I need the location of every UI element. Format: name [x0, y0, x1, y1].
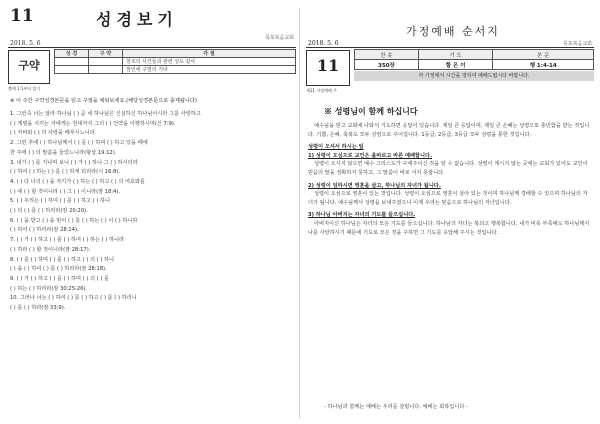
hymn-value: 350장: [355, 60, 419, 70]
question-line: ( ) 계명을 지키는 자에게는 천대까지 그의 ( ) 언약을 이행하시며(신 7:9).: [10, 120, 176, 127]
table-header: 성 경: [55, 50, 89, 58]
page-divider: [299, 8, 300, 418]
section-title: 성령이 오셔서 하시는 일: [308, 144, 364, 151]
issue-box: [306, 50, 350, 86]
question-line: 2. 그런 후에 ( ) 하나님께서 ( ) 를 ( ) 하며 ( ) 하고 있을 때에: [10, 140, 148, 147]
date: 2018. 5. 6: [308, 40, 339, 47]
question-line: 3. 내가 ( ) 를 지나며 보니 ( ) 가 ( ) 하니 그 ( ) 하시더라: [10, 159, 138, 166]
worship-order-table: [354, 49, 594, 70]
table-cell: 잠언에 구절의 기타: [123, 66, 296, 74]
table-cell: [55, 58, 89, 66]
question-line: 6. ( ) 을 받고 ( ) 을 믿어 ( ) 를 ( ) 하는 ( ) 이 ( ) 하니라: [10, 217, 138, 224]
table-cell: 창조의 사건들과 관련 성도 감사: [123, 58, 296, 66]
scripture-value: 행 1:4-14: [493, 60, 594, 70]
intro-paragraph: 예수님을 믿고 교회에 나와서 기도하면 응답이 있습니다. 제일 큰 응답이며, 제일 큰 은혜는 성령으로 충만함을 받는 것입니다. 기쁨, 은혜, 축복도 모두 성령으로 주어집니다. 1등급, 2등급, 3등급 모두 성령을 통한 것입니다.: [308, 123, 590, 138]
bible-quiz-page: [8, 6, 296, 420]
question-line: ( ) 자비와 ( ) 의 사랑을 베푸시느니라.: [10, 130, 97, 137]
section-body: 성령이 오시지 않으면 예수 그리스도가 구세주이신 것을 알 수 없습니다. 성령이 계시지 않는 곳에는 교회가 있어도 교인이 믿음의 말을 정확하지 못하고, 그 말씀이 바로 서지 못합니다.: [308, 161, 588, 176]
question-line: 9. ( ) 가 ( ) 하고 ( ) 를 ( ) 하며 ( ) 의 ( ) 를: [10, 275, 110, 282]
question-line: ( ) 하라 ( ) 할 것이니라(잠 28:17).: [10, 246, 91, 253]
issue-note: 제11 가정예배 주: [306, 88, 337, 93]
section-title: 2) 성령이 임하시면 영혼을 살고, 하나님의 자녀가 됩니다.: [308, 182, 441, 189]
testament-note: 출애 1:1부터 읽기: [8, 86, 41, 91]
section-subtitle: 1) 성령이 오심으로 교인은 올바르고 바른 예배합니다.: [308, 152, 433, 159]
question-line: 1. 그런즉 너는 알라 하나님 ( ) 곧 네 하나님은 신실하신 하나님이시라 그를 사랑하고: [10, 111, 201, 117]
prayer-value: 할 온 이: [418, 60, 493, 70]
question-line: 4. ( ) 다 너의 ( ) 을 자기가 ( ) 하는 ( ) 하고 ( ) 의 여호와를: [10, 178, 146, 185]
table-header: 찬 송: [355, 50, 419, 60]
testament-label: 구약: [18, 59, 40, 72]
date: 2018. 5. 6: [10, 40, 41, 47]
question-line: ( ) 하여 ( ) 하는 ( ) 를 ( ) 하게 되리라(시 16:8).: [10, 169, 121, 176]
question-line: ( ) 을 ( ) 하여 ( ) 를 ( ) 하리라(잠 28:18).: [10, 266, 107, 273]
question-line: ( ) 하는 ( ) 하리라(잠 30:25-26).: [10, 285, 88, 292]
issue-number: 11: [316, 56, 340, 75]
question-line: 한 주에 ( ) 의 말씀을 들었느니라(왕상 19:12).: [10, 149, 117, 156]
section-title: 3) 하나님 아버지는 자녀의 기도를 들으십니다.: [308, 212, 416, 219]
table-cell: [89, 66, 123, 74]
page-title: 가정예배 순서지: [406, 25, 500, 38]
question-line: 7. ( ) 가 ( ) 하고 ( ) 를 ( ) 하여 ( ) 하는 ( ) 하니라: [10, 237, 125, 244]
question-line: ( ) 를 ( ) 하라(잠 33:9).: [10, 305, 66, 312]
reading-table: [54, 49, 296, 74]
sermon-body: [308, 122, 592, 237]
section-body: 아버지이신 하나님은 자녀의 모든 기도를 들으십니다. 하나님의 자녀는 복되고 행복합니다. 내가 비록 부족해도 하나님께서 나를 사랑하시기 때문에 기도로 모든 것을 구하면 그 기도를 응답해 주시는 것입니다.: [308, 220, 590, 236]
section-body: 성령이 오심으로 영혼이 있는 것입니다. 성령이 오심으로 영혼이 살아 있는 것이며 하나님께 경배할 수 있으며 하나님의 자녀가 됩니다. 예수님께서 성령을 보내주셨으니 이제 우리는 믿음으로 하나님의 자녀입니다.: [308, 191, 588, 206]
church-name: 목포복음교회: [563, 41, 592, 47]
page-title: 성경보기: [96, 10, 178, 29]
quiz-instruction: ※ 이 주간 구약성경본문을 읽고 구절을 채워보세요.(해당성경본문으로 출제됩니다): [10, 98, 197, 104]
table-header: 구 약: [89, 50, 123, 58]
family-worship-page: [306, 6, 594, 420]
question-line: ( ) 의 ( ) 를 ( ) 하리라(잠 20:20).: [10, 208, 88, 215]
testament-box: [8, 50, 50, 84]
sermon-heading: ※ 성령님이 함께 하십니다: [324, 106, 418, 116]
worship-note: 각 가정에서 시간을 정하여 예배드립시다 바랍니다.: [354, 71, 594, 81]
table-cell: [55, 66, 89, 74]
question-line: 8. ( ) 를 ( ) 하며 ( ) 를 ( ) 하고 ( ) 의 ( ) 하니: [10, 256, 115, 263]
question-line: ( ) 하여 ( ) 하리라(잠 28:14).: [10, 227, 79, 234]
church-name: 목포복음교회: [265, 35, 294, 41]
issue-number: 11: [10, 6, 34, 26]
quiz-questions: [10, 110, 294, 314]
question-line: ( ) 에 ( ) 할 것이니라 ( ) 그 ( ) 이니라(잠 18:4).: [10, 188, 121, 195]
table-cell: [89, 58, 123, 66]
table-header: 본 문: [493, 50, 594, 60]
header-rule: [306, 47, 594, 48]
table-header: 기 도: [418, 50, 493, 60]
header-rule: [8, 47, 296, 48]
footer-motto: - 하나님과 함께는 예배는 우리를 살립니다. 예배는 회복입니다 -: [324, 404, 468, 410]
table-header: 각 절: [123, 50, 296, 58]
question-line: 10. 그러나 너는 ( ) 하여 ( ) 를 ( ) 하고 ( ) 를 ( ) 하리니: [10, 295, 137, 302]
question-line: 5. ( ) 우리는 ( ) 하여 ( ) 를 ( ) 하고 ( ) 하니: [10, 198, 111, 205]
